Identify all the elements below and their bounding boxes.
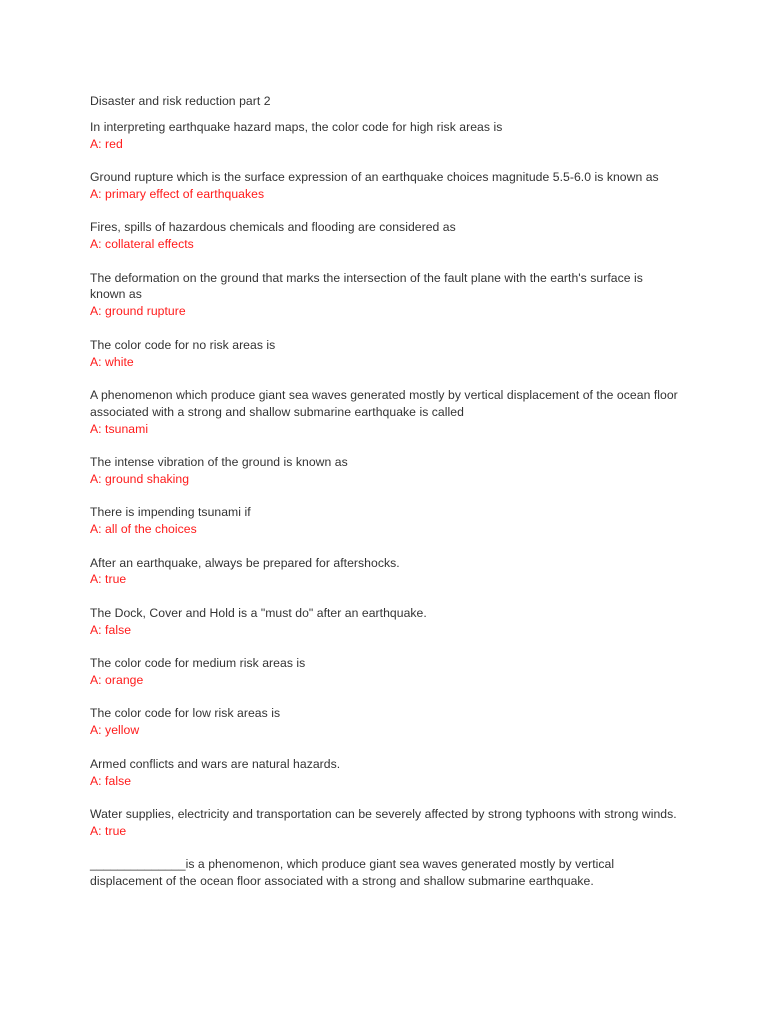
answer-text: A: red — [90, 136, 123, 151]
qa-item-15 — [90, 856, 680, 890]
qa-item-14 — [90, 806, 680, 840]
question-text: The color code for low risk areas is — [90, 706, 281, 721]
qa-item-10 — [90, 605, 680, 639]
question-text: There is impending tsunami if — [90, 505, 251, 520]
answer-text: A: white — [90, 354, 134, 369]
answer-text: A: ground shaking — [90, 471, 190, 486]
qa-item-11 — [90, 655, 680, 689]
qa-list — [90, 119, 680, 890]
document-page — [90, 93, 680, 907]
question-text: A phenomenon which produce giant sea waves generated mostly by vertical displacement of the ocean floor associated with a strong and shallow submarine earthquake is called — [90, 388, 678, 419]
answer-text: A: tsunami — [90, 421, 149, 436]
question-text: The deformation on the ground that marks the intersection of the fault plane with the earth's surface is known as — [90, 270, 643, 302]
question-text: In interpreting earthquake hazard maps, the color code for high risk areas is — [90, 119, 503, 134]
qa-item-5 — [90, 337, 680, 371]
question-text: Ground rupture which is the surface expression of an earthquake choices magnitude 5.5-6.0 is known as — [90, 170, 659, 185]
answer-text: A: ground rupture — [90, 304, 186, 319]
answer-text: A: false — [90, 773, 132, 788]
question-text: Water supplies, electricity and transportation can be severely affected by strong typhoons with strong winds. — [90, 807, 677, 822]
qa-item-9 — [90, 555, 680, 589]
answer-text: A: orange — [90, 673, 144, 687]
qa-item-6 — [90, 387, 680, 437]
question-text: Armed conflicts and wars are natural hazards. — [90, 756, 341, 771]
question-text: The color code for no risk areas is — [90, 337, 276, 352]
question-text: Fires, spills of hazardous chemicals and flooding are considered as — [90, 220, 456, 235]
answer-text: A: false — [90, 622, 132, 637]
qa-item-3 — [90, 219, 680, 253]
question-text: The intense vibration of the ground is known as — [90, 455, 348, 470]
qa-item-2 — [90, 169, 680, 203]
question-text: The color code for medium risk areas is — [90, 656, 306, 671]
answer-text: A: all of the choices — [90, 522, 197, 537]
document-title: Disaster and risk reduction part 2 — [90, 94, 271, 108]
qa-item-7 — [90, 454, 680, 488]
question-text: After an earthquake, always be prepared for aftershocks. — [90, 555, 400, 570]
answer-text: A: yellow — [90, 723, 140, 738]
qa-item-13 — [90, 756, 680, 790]
answer-text: A: true — [90, 823, 127, 838]
qa-item-1 — [90, 119, 680, 153]
answer-text: A: collateral effects — [90, 237, 194, 252]
question-text: ______________is a phenomenon, which produce giant sea waves generated mostly by vertical displacement of the ocean floor associated with a strong and shallow submarine earthquake. — [90, 857, 615, 889]
qa-item-4 — [90, 270, 680, 320]
question-text: The Dock, Cover and Hold is a "must do" after an earthquake. — [90, 605, 427, 620]
qa-item-12 — [90, 705, 680, 739]
answer-text: A: primary effect of earthquakes — [90, 186, 265, 201]
answer-text: A: true — [90, 572, 127, 587]
qa-item-8 — [90, 504, 680, 538]
